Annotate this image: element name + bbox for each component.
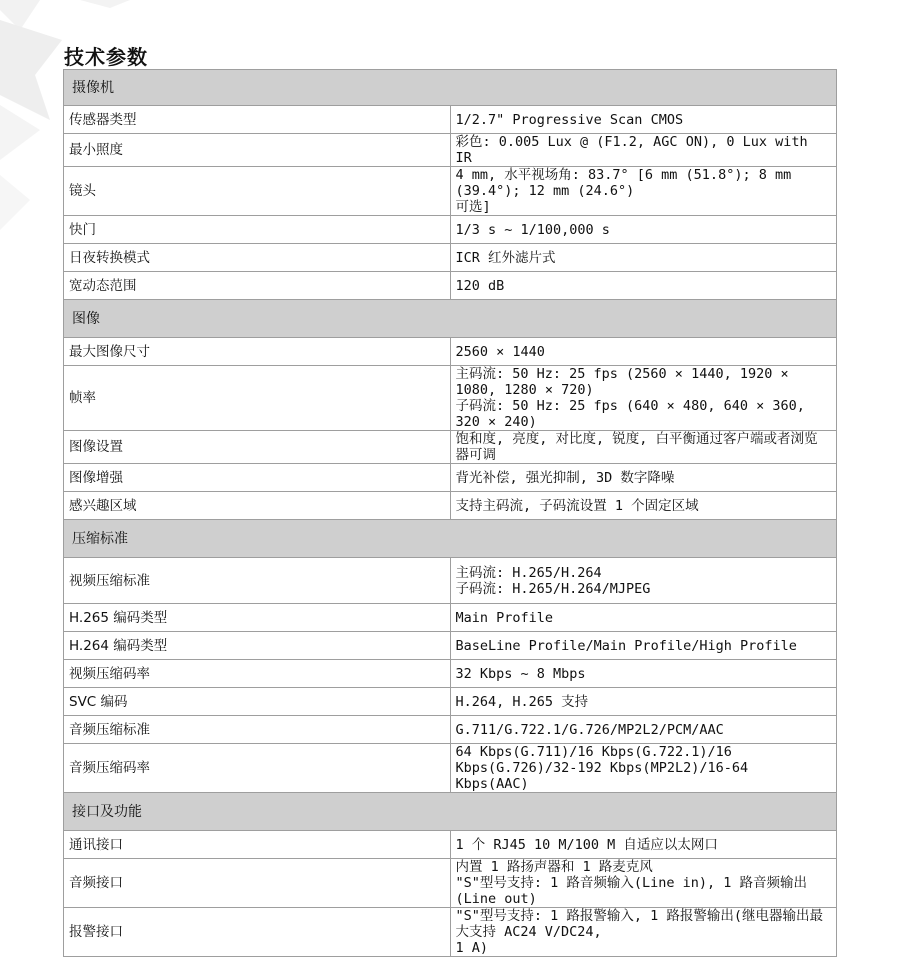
table-row [64, 431, 837, 464]
spec-value: 1/2.7" Progressive Scan CMOS [450, 106, 837, 134]
spec-label: 帧率 [64, 366, 451, 431]
table-row [64, 831, 837, 859]
spec-label: 图像增强 [64, 464, 451, 492]
section-header [64, 793, 837, 831]
spec-value: 4 mm, 水平视场角: 83.7° [6 mm (51.8°); 8 mm (39.4°); 12 mm (24.6°) 可选] [450, 167, 837, 216]
table-row [64, 604, 837, 632]
spec-value: 120 dB [450, 272, 837, 300]
spec-label: H.264 编码类型 [64, 632, 451, 660]
spec-value: 主码流: 50 Hz: 25 fps (2560 × 1440, 1920 × 1080, 1280 × 720) 子码流: 50 Hz: 25 fps (640 × 480, 640 × 360, 320 × 240) [450, 366, 837, 431]
spec-label: 图像设置 [64, 431, 451, 464]
spec-value: 1 个 RJ45 10 M/100 M 自适应以太网口 [450, 831, 837, 859]
spec-label: 宽动态范围 [64, 272, 451, 300]
spec-value: 1/3 s ~ 1/100,000 s [450, 216, 837, 244]
spec-label: 日夜转换模式 [64, 244, 451, 272]
spec-label: 音频接口 [64, 859, 451, 908]
spec-value: ICR 红外滤片式 [450, 244, 837, 272]
spec-value: BaseLine Profile/Main Profile/High Profile [450, 632, 837, 660]
spec-label: 通讯接口 [64, 831, 451, 859]
table-row [64, 632, 837, 660]
section-header-label: 接口及功能 [64, 793, 837, 831]
spec-value: 背光补偿, 强光抑制, 3D 数字降噪 [450, 464, 837, 492]
table-row [64, 558, 837, 604]
table-row [64, 464, 837, 492]
spec-value: 饱和度, 亮度, 对比度, 锐度, 白平衡通过客户端或者浏览器可调 [450, 431, 837, 464]
table-row [64, 716, 837, 744]
spec-label: SVC 编码 [64, 688, 451, 716]
table-row [64, 859, 837, 908]
spec-label: 音频压缩码率 [64, 744, 451, 793]
spec-value: 32 Kbps ~ 8 Mbps [450, 660, 837, 688]
section-header [64, 300, 837, 338]
spec-label: 视频压缩码率 [64, 660, 451, 688]
section-header-label: 压缩标准 [64, 520, 837, 558]
spec-label: 视频压缩标准 [64, 558, 451, 604]
table-row [64, 660, 837, 688]
spec-value: 主码流: H.265/H.264 子码流: H.265/H.264/MJPEG [450, 558, 837, 604]
spec-value: 彩色: 0.005 Lux @ (F1.2, AGC ON), 0 Lux with IR [450, 134, 837, 167]
table-row [64, 244, 837, 272]
spec-value: "S"型号支持: 1 路报警输入, 1 路报警输出(继电器输出最大支持 AC24 V/DC24, 1 A) [450, 908, 837, 957]
spec-label: 最小照度 [64, 134, 451, 167]
spec-label: 报警接口 [64, 908, 451, 957]
section-header [64, 70, 837, 106]
spec-value: 64 Kbps(G.711)/16 Kbps(G.722.1)/16 Kbps(G.726)/32-192 Kbps(MP2L2)/16-64 Kbps(AAC) [450, 744, 837, 793]
table-row [64, 134, 837, 167]
table-row [64, 366, 837, 431]
spec-label: 音频压缩标准 [64, 716, 451, 744]
spec-value: 2560 × 1440 [450, 338, 837, 366]
section-header [64, 520, 837, 558]
table-row [64, 688, 837, 716]
spec-value: 内置 1 路扬声器和 1 路麦克风 "S"型号支持: 1 路音频输入(Line in), 1 路音频输出(Line out) [450, 859, 837, 908]
table-row [64, 167, 837, 216]
table-row [64, 216, 837, 244]
section-header-label: 摄像机 [64, 70, 837, 106]
spec-label: 镜头 [64, 167, 451, 216]
table-row [64, 338, 837, 366]
spec-label: 最大图像尺寸 [64, 338, 451, 366]
table-row [64, 106, 837, 134]
section-header-label: 图像 [64, 300, 837, 338]
table-row [64, 908, 837, 957]
table-row [64, 492, 837, 520]
spec-label: 传感器类型 [64, 106, 451, 134]
spec-value: H.264, H.265 支持 [450, 688, 837, 716]
spec-table [63, 69, 837, 957]
spec-label: 感兴趣区域 [64, 492, 451, 520]
table-row [64, 272, 837, 300]
spec-value: G.711/G.722.1/G.726/MP2L2/PCM/AAC [450, 716, 837, 744]
page-title: 技术参数 [64, 45, 148, 69]
spec-value: 支持主码流, 子码流设置 1 个固定区域 [450, 492, 837, 520]
spec-label: 快门 [64, 216, 451, 244]
spec-label: H.265 编码类型 [64, 604, 451, 632]
spec-value: Main Profile [450, 604, 837, 632]
table-row [64, 744, 837, 793]
